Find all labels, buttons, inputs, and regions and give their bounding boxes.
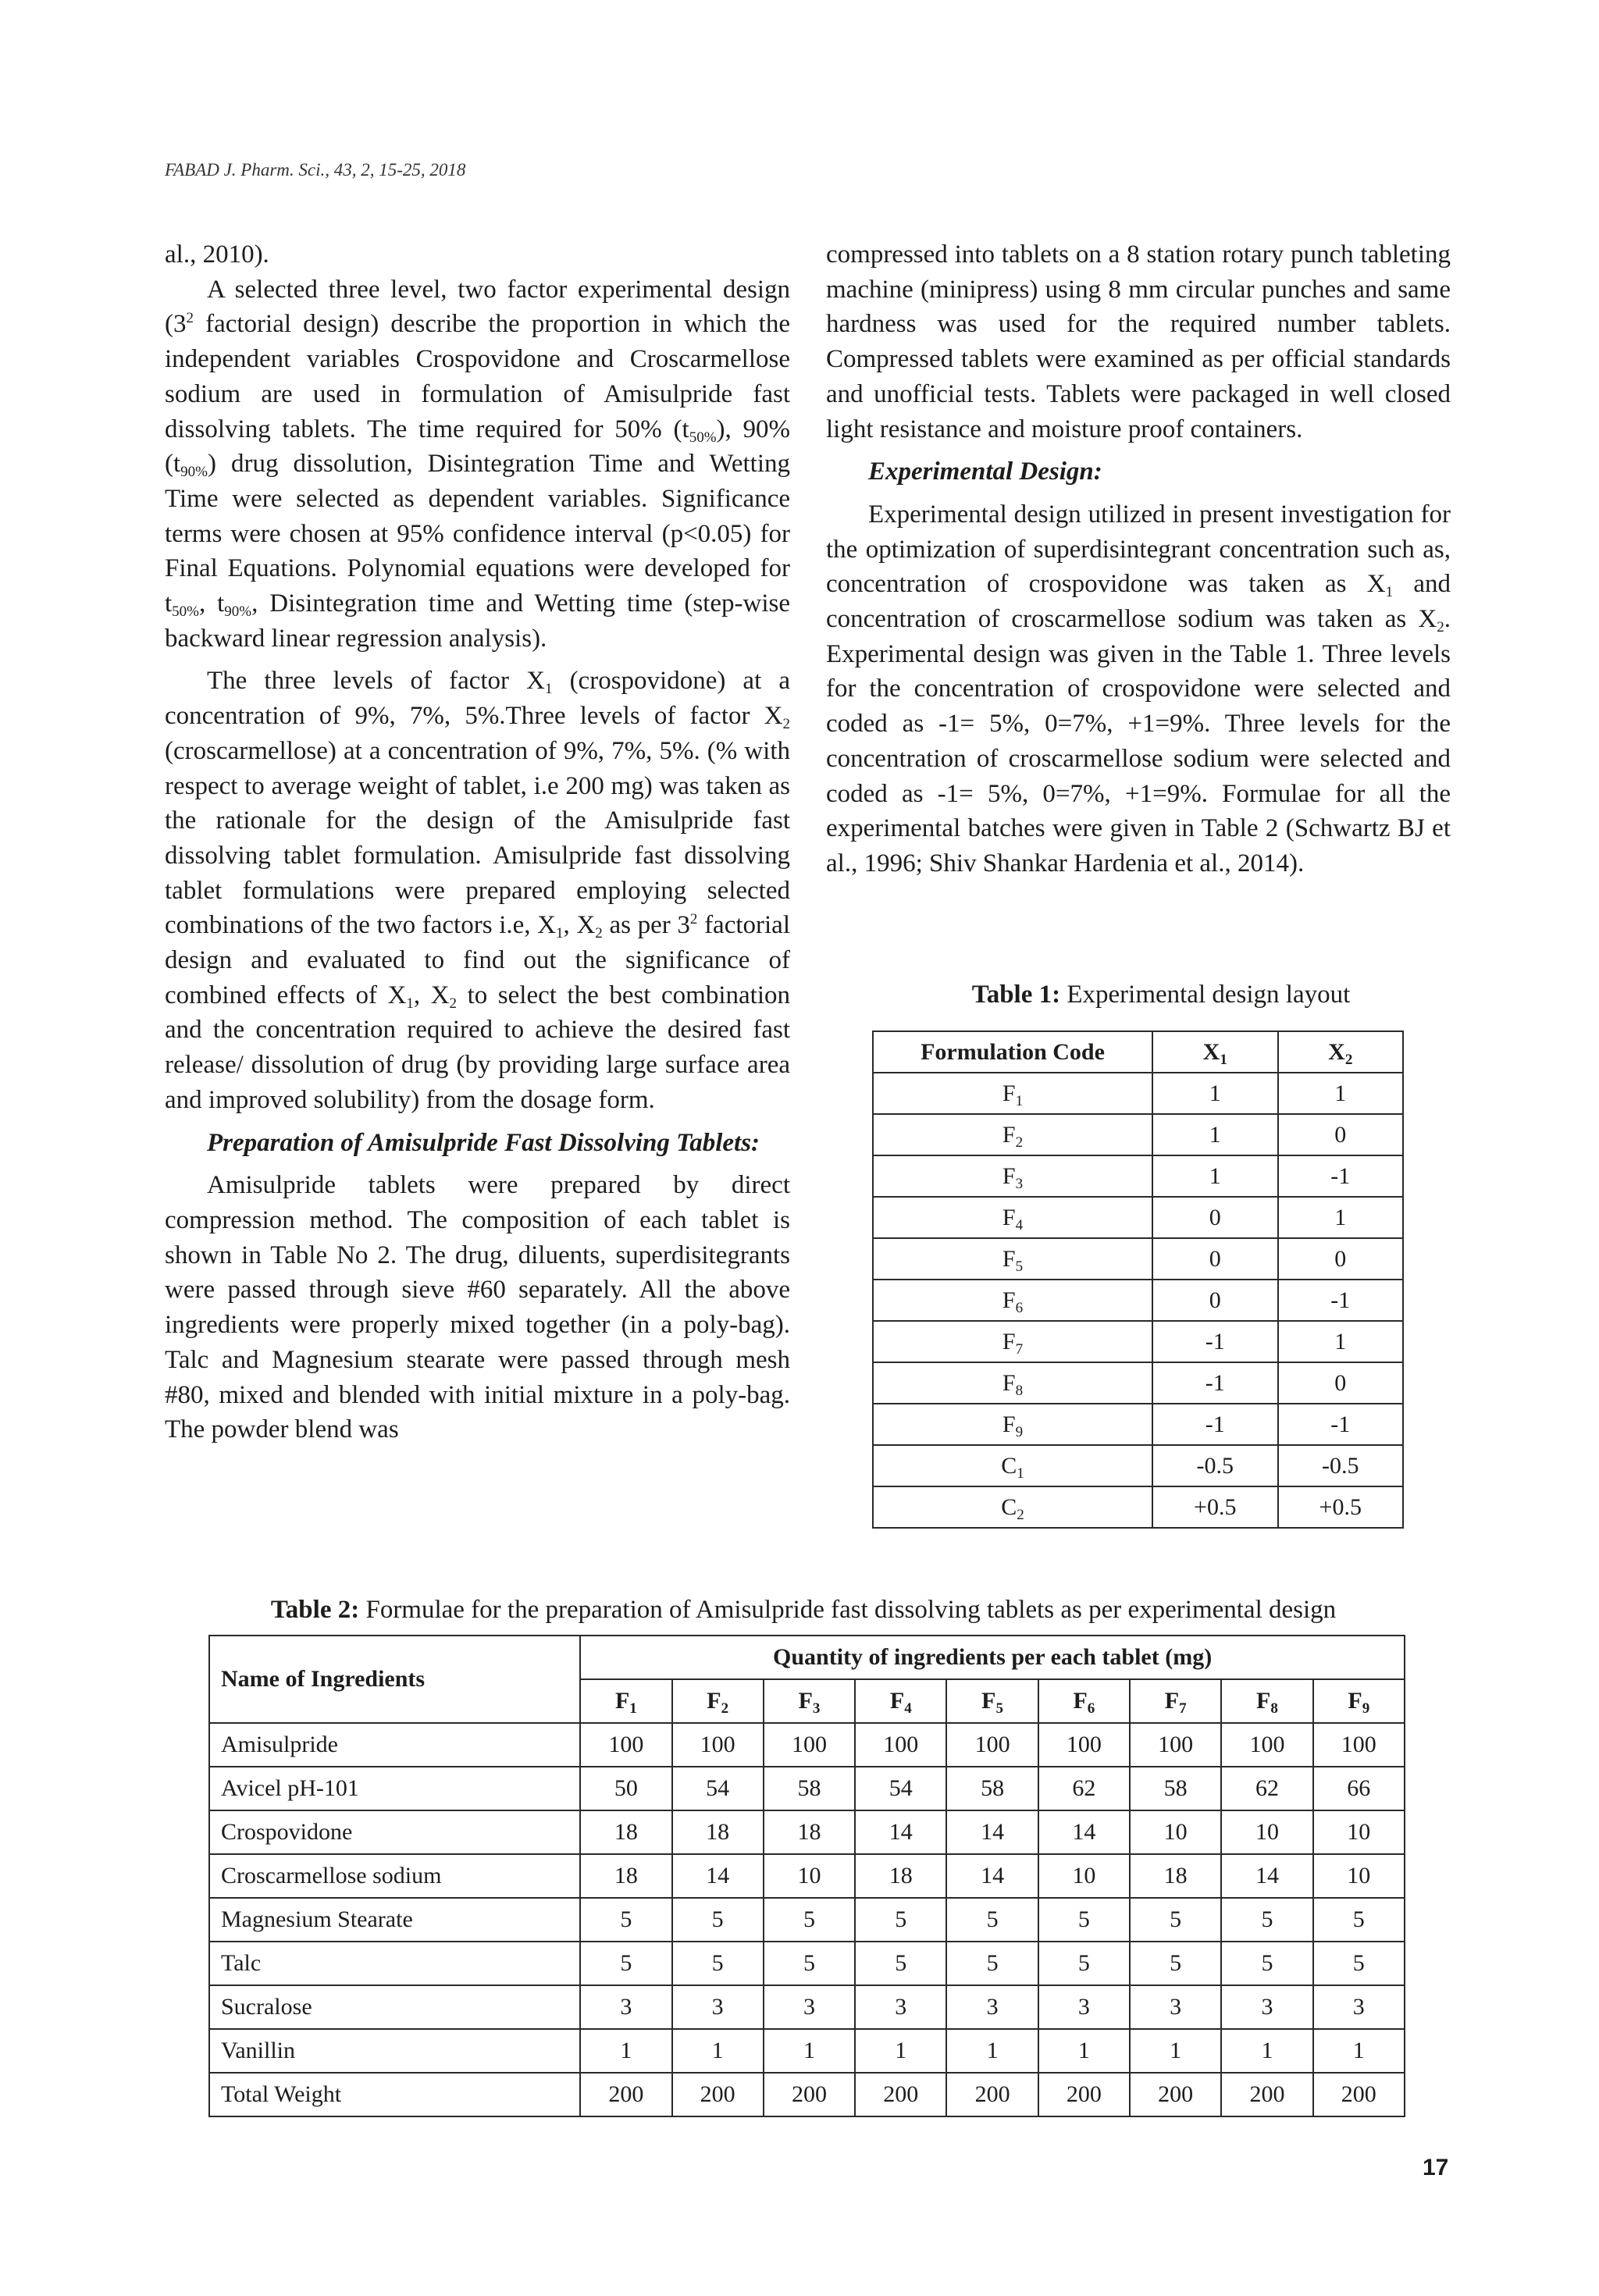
table1-x2-cell: 0 [1278, 1114, 1404, 1155]
table2-row [209, 2073, 1405, 2116]
table2-formulation-header: $F_2$ [672, 1679, 764, 1723]
table2-value-cell: 1 [764, 2029, 855, 2073]
table2-value-cell: 5 [946, 1898, 1038, 1942]
table2-value-cell: 100 [1313, 1723, 1405, 1767]
table2-value-cell: 58 [764, 1767, 855, 1810]
table2-value-cell: 100 [946, 1723, 1038, 1767]
table1-x1-cell: -1 [1152, 1362, 1277, 1404]
table2-value-cell: 3 [855, 1985, 946, 2029]
table1-x2-cell: -1 [1278, 1404, 1404, 1445]
paragraph-compression: compressed into tablets on a 8 station rotary punch tableting machine (minipress) using 8 mm circular punches and same hardness was used for the required number tablets. Compressed tablets were examined as per official standards and unofficial tests. Tablets were packaged in well closed light resistance and moisture proof containers. [826, 240, 1451, 443]
table1-code-cell: $F_1$ [873, 1073, 1152, 1114]
table1-caption: Table 1: Experimental design layout [971, 981, 1351, 1009]
table2-formulation-header: $F_7$ [1130, 1679, 1221, 1723]
table2-value-cell: 5 [580, 1898, 671, 1942]
paragraph-preparation: Amisulpride tablets were prepared by direct compression method. The composition of each tablet is shown in Table No 2. The drug, diluents, superdisitegrants were passed through sieve #60 separately. All the above ingredients were properly mixed together (in a poly-bag). Talc and Magnesium stearate were passed through mesh #80, mixed and blended with initial mixture in a poly-bag. The powder blend was [165, 1171, 790, 1444]
table2-value-cell: 100 [1038, 1723, 1130, 1767]
table2-value-cell: 5 [764, 1898, 855, 1942]
table2-value-cell: 5 [1313, 1898, 1405, 1942]
table2-value-cell: 200 [672, 2073, 764, 2116]
table2-value-cell: 14 [672, 1854, 764, 1898]
table2-row [209, 1723, 1405, 1767]
table2-value-cell: 3 [1221, 1985, 1312, 2029]
table1-x1-cell: 0 [1152, 1238, 1277, 1280]
table2-value-cell: 5 [1038, 1898, 1130, 1942]
table2-value-cell: 10 [1130, 1810, 1221, 1854]
table2-value-cell: 1 [1221, 2029, 1312, 2073]
table1-x1-cell: 1 [1152, 1073, 1277, 1114]
table2-ingredient-name: Sucralose [209, 1985, 580, 2029]
table2-formulation-header: $F_9$ [1313, 1679, 1405, 1723]
table2-value-cell: 18 [580, 1810, 671, 1854]
table2-row [209, 1810, 1405, 1854]
table1-row [873, 1114, 1403, 1155]
table2-value-cell: 54 [855, 1767, 946, 1810]
table1-x1-cell: 1 [1152, 1155, 1277, 1197]
table2-value-cell: 200 [1313, 2073, 1405, 2116]
table2-ingredient-name: Avicel pH-101 [209, 1767, 580, 1810]
table2-value-cell: 10 [1221, 1810, 1312, 1854]
table1-x2-cell: -1 [1278, 1155, 1404, 1197]
table2-value-cell: 100 [1130, 1723, 1221, 1767]
table1-row [873, 1445, 1403, 1486]
table1-header-code: Formulation Code [873, 1031, 1152, 1073]
table1-row [873, 1321, 1403, 1362]
table1-x2-cell: -0.5 [1278, 1445, 1404, 1486]
right-column [826, 237, 1451, 881]
table1-x2-cell: 1 [1278, 1073, 1404, 1114]
table2-quantity-header: Quantity of ingredients per each tablet (mg) [580, 1636, 1405, 1679]
table2-value-cell: 5 [1130, 1942, 1221, 1985]
paragraph-factor-levels: The three levels of factor $X_1$ (crospovidone) at a concentration of 9%, 7%, 5%.Three levels of factor $X_2$ (croscarmellose) at a concentration of 9%, 7%, 5%. (% with respect to average weight of tablet, i.e 200 mg) was taken as the rationale for the design of the Amisulpride fast dissolving tablet formulation. Amisulpride fast dissolving tablet formulations were prepared employing selected combinations of the two factors i.e, $X_1$, $X_2$ as per $3^2$ factorial design and evaluated to find out the significance of combined effects of $X_1$, $X_2$ to select the best combination and the concentration required to achieve the desired fast release/ dissolution of drug (by providing large surface area and improved solubility) from the dosage form. [165, 667, 790, 1114]
table2-caption: Table 2: Formulae for the preparation of Amisulpride fast dissolving tablets as per experimental design [270, 1596, 1337, 1624]
table2-ingredient-name: Magnesium Stearate [209, 1898, 580, 1942]
table2-value-cell: 5 [1221, 1942, 1312, 1985]
table2-value-cell: 18 [580, 1854, 671, 1898]
table1-row [873, 1404, 1403, 1445]
table2-formulation-header: $F_3$ [764, 1679, 855, 1723]
table2-row [209, 1898, 1405, 1942]
table2-value-cell: 200 [855, 2073, 946, 2116]
table2-formulation-header: $F_4$ [855, 1679, 946, 1723]
table2-value-cell: 10 [1038, 1854, 1130, 1898]
table2-value-cell: 5 [764, 1942, 855, 1985]
table2-row [209, 1942, 1405, 1985]
table2-value-cell: 14 [855, 1810, 946, 1854]
table1-x1-cell: 0 [1152, 1197, 1277, 1238]
table1-x1-cell: 0 [1152, 1280, 1277, 1321]
table2-row [209, 1854, 1405, 1898]
table1-x1-cell: +0.5 [1152, 1486, 1277, 1528]
table2-value-cell: 62 [1038, 1767, 1130, 1810]
table2-value-cell: 14 [1038, 1810, 1130, 1854]
table2-value-cell: 3 [1038, 1985, 1130, 2029]
table1-x1-cell: -1 [1152, 1321, 1277, 1362]
table1-x2-cell: 0 [1278, 1362, 1404, 1404]
table1-code-cell: $F_2$ [873, 1114, 1152, 1155]
table2-value-cell: 66 [1313, 1767, 1405, 1810]
table1-code-cell: $F_3$ [873, 1155, 1152, 1197]
table2-value-cell: 54 [672, 1767, 764, 1810]
journal-header: FABAD J. Pharm. Sci., 43, 2, 15-25, 2018 [165, 160, 466, 180]
table1-row [873, 1486, 1403, 1528]
table1-x2-cell: 1 [1278, 1197, 1404, 1238]
table1-code-cell: $F_9$ [873, 1404, 1152, 1445]
table2-value-cell: 1 [672, 2029, 764, 2073]
table1-x2-cell: -1 [1278, 1280, 1404, 1321]
table1-code-cell: $F_6$ [873, 1280, 1152, 1321]
table2-value-cell: 1 [855, 2029, 946, 2073]
paragraph-experimental-design: Experimental design utilized in present investigation for the optimization of superdisintegrant concentration such as, concentration of crospovidone was taken as $X_1$ and concentration of croscarmellose sodium was taken as $X_2$. Experimental design was given in the Table 1. Three levels for the concentration of crospovidone were selected and coded as -1= 5%, 0=7%, +1=9%. Three levels for the concentration of croscarmellose sodium were selected and coded as -1= 5%, 0=7%, +1=9%. Formulae for all the experimental batches were given in Table 2 (Schwartz BJ et al., 1996; Shiv Shankar Hardenia et al., 2014). [826, 500, 1451, 877]
table1-row [873, 1238, 1403, 1280]
left-column [165, 237, 790, 1447]
table2-value-cell: 3 [764, 1985, 855, 2029]
table2-value-cell: 62 [1221, 1767, 1312, 1810]
table2-formulation-header: $F_1$ [580, 1679, 671, 1723]
table2-value-cell: 58 [1130, 1767, 1221, 1810]
table2-value-cell: 3 [580, 1985, 671, 2029]
table2-name-header: Name of Ingredients [209, 1636, 580, 1723]
table1-row [873, 1280, 1403, 1321]
table2-value-cell: 5 [672, 1942, 764, 1985]
table2-value-cell: 100 [672, 1723, 764, 1767]
table2-value-cell: 3 [672, 1985, 764, 2029]
table2-value-cell: 10 [1313, 1854, 1405, 1898]
table1-header-x2: $X_2$ [1278, 1031, 1404, 1073]
table1-x2-cell: +0.5 [1278, 1486, 1404, 1528]
table1-code-cell: $F_5$ [873, 1238, 1152, 1280]
table1-x1-cell: -1 [1152, 1404, 1277, 1445]
table2-row [209, 2029, 1405, 2073]
table2-value-cell: 5 [672, 1898, 764, 1942]
table2-value-cell: 100 [580, 1723, 671, 1767]
table2-value-cell: 18 [672, 1810, 764, 1854]
table1-x2-cell: 1 [1278, 1321, 1404, 1362]
table2-formulae [208, 1635, 1405, 2117]
table2-value-cell: 14 [1221, 1854, 1312, 1898]
table2-value-cell: 5 [946, 1942, 1038, 1985]
table2-value-cell: 5 [855, 1898, 946, 1942]
table1-code-cell: $F_7$ [873, 1321, 1152, 1362]
paragraph-continuation: al., 2010). [165, 240, 269, 269]
table2-ingredient-name: Talc [209, 1942, 580, 1985]
table2-value-cell: 50 [580, 1767, 671, 1810]
table1-code-cell: $F_8$ [873, 1362, 1152, 1404]
table2-value-cell: 100 [764, 1723, 855, 1767]
table1-code-cell: $C_2$ [873, 1486, 1152, 1528]
table1-x1-cell: 1 [1152, 1114, 1277, 1155]
table1-code-cell: $C_1$ [873, 1445, 1152, 1486]
table1-row [873, 1197, 1403, 1238]
table1-row [873, 1155, 1403, 1197]
table2-ingredient-name: Total Weight [209, 2073, 580, 2116]
table2-value-cell: 200 [1038, 2073, 1130, 2116]
table1-row [873, 1362, 1403, 1404]
table2-value-cell: 3 [1313, 1985, 1405, 2029]
page-number: 17 [1423, 2155, 1449, 2180]
table2-ingredient-name: Vanillin [209, 2029, 580, 2073]
table2-value-cell: 3 [946, 1985, 1038, 2029]
table2-row [209, 1767, 1405, 1810]
table2-value-cell: 14 [946, 1810, 1038, 1854]
table2-ingredient-name: Croscarmellose sodium [209, 1854, 580, 1898]
table1-code-cell: $F_4$ [873, 1197, 1152, 1238]
table2-value-cell: 10 [1313, 1810, 1405, 1854]
table2-ingredient-name: Crospovidone [209, 1810, 580, 1854]
table2-value-cell: 5 [1313, 1942, 1405, 1985]
table2-value-cell: 100 [1221, 1723, 1312, 1767]
table2-value-cell: 5 [1130, 1898, 1221, 1942]
table2-value-cell: 18 [855, 1854, 946, 1898]
table2-value-cell: 1 [1313, 2029, 1405, 2073]
paragraph-design-intro: A selected three level, two factor experimental design ($3^2$ factorial design) describe the proportion in which the independent variables Crospovidone and Croscarmellose sodium are used in formulation of Amisulpride fast dissolving tablets. The time required for 50% $(t_{50\%})$, 90% $(t_{90\%})$ drug dissolution, Disintegration Time and Wetting Time were selected as dependent variables. Significance terms were chosen at 95% confidence interval (p<0.05) for Final Equations. Polynomial equations were developed for $t_{50\%}$, $t_{90\%}$, Disintegration time and Wetting time (step-wise backward linear regression analysis). [165, 275, 791, 653]
table2-value-cell: 200 [764, 2073, 855, 2116]
table2-value-cell: 200 [1130, 2073, 1221, 2116]
table1-x2-cell: 0 [1278, 1238, 1404, 1280]
section-heading-preparation: Preparation of Amisulpride Fast Dissolving Tablets: [207, 1128, 760, 1157]
table2-value-cell: 1 [1130, 2029, 1221, 2073]
table2-value-cell: 5 [1038, 1942, 1130, 1985]
table2-value-cell: 1 [580, 2029, 671, 2073]
table2-value-cell: 1 [946, 2029, 1038, 2073]
table2-value-cell: 200 [580, 2073, 671, 2116]
section-heading-experimental-design: Experimental Design: [868, 457, 1102, 486]
table1-row [873, 1073, 1403, 1114]
table2-value-cell: 5 [1221, 1898, 1312, 1942]
table2-value-cell: 58 [946, 1767, 1038, 1810]
table2-value-cell: 200 [946, 2073, 1038, 2116]
table1-header-row [873, 1031, 1403, 1073]
table2-value-cell: 3 [1130, 1985, 1221, 2029]
table2-formulation-header: $F_6$ [1038, 1679, 1130, 1723]
table2-value-cell: 100 [855, 1723, 946, 1767]
table1-design-layout [872, 1031, 1404, 1529]
table2-value-cell: 18 [1130, 1854, 1221, 1898]
table2-value-cell: 18 [764, 1810, 855, 1854]
table2-value-cell: 5 [855, 1942, 946, 1985]
table2-row [209, 1985, 1405, 2029]
table1-header-x1: $X_1$ [1152, 1031, 1277, 1073]
table2-value-cell: 14 [946, 1854, 1038, 1898]
table2-formulation-header: $F_5$ [946, 1679, 1038, 1723]
table2-header-row [209, 1636, 1405, 1679]
table2-value-cell: 10 [764, 1854, 855, 1898]
table2-value-cell: 1 [1038, 2029, 1130, 2073]
table1-x1-cell: -0.5 [1152, 1445, 1277, 1486]
table2-formulation-header: $F_8$ [1221, 1679, 1312, 1723]
table2-value-cell: 200 [1221, 2073, 1312, 2116]
table2-ingredient-name: Amisulpride [209, 1723, 580, 1767]
table2-value-cell: 5 [580, 1942, 671, 1985]
